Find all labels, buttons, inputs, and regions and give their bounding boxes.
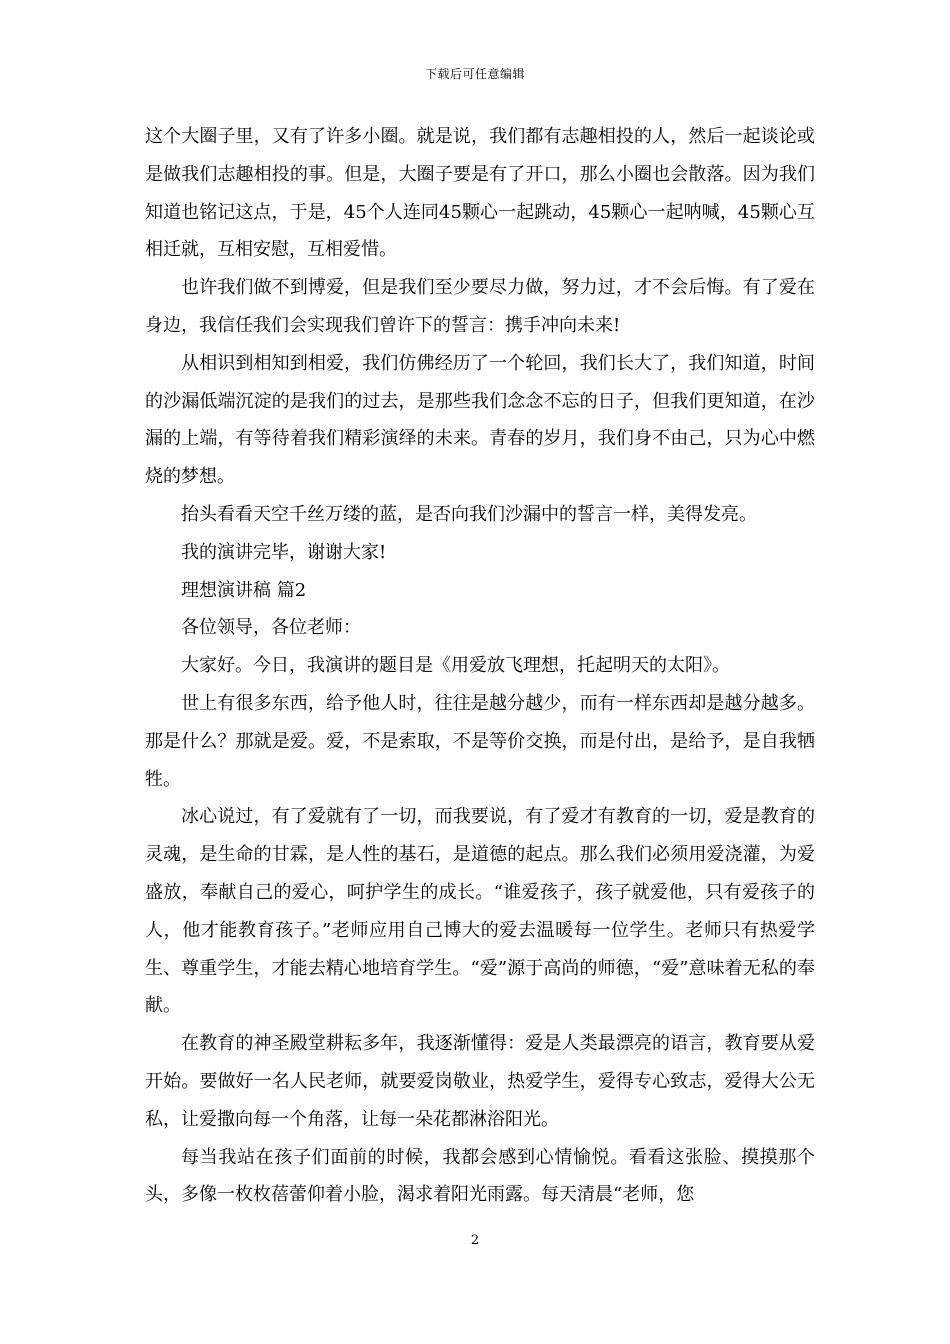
body-paragraph: 抬头看看天空千丝万缕的蓝，是否向我们沙漏中的誓言一样，美得发亮。 <box>181 503 757 525</box>
body-paragraph: 世上有很多东西，给予他人时，往往是越分越少，而有一样东西却是越分越多。那是什么？那就是爱。爱，不是索取，不是等价交换，而是付出，是给予，是自我牺牲。 <box>145 692 815 790</box>
body-paragraph: 各位领导，各位老师： <box>181 617 361 639</box>
body-paragraph: 也许我们做不到博爱，但是我们至少要尽力做，努力过，才不会后悔。有了爱在身边，我信任我们会实现我们曾许下的誓言：携手冲向未来! <box>145 277 815 336</box>
document-body <box>145 118 815 1214</box>
body-paragraph: 大家好。今日，我演讲的题目是《用爱放飞理想，托起明天的太阳》。 <box>181 655 730 677</box>
page-number: 2 <box>470 1233 480 1248</box>
body-paragraph: 在教育的神圣殿堂耕耘多年，我逐渐懂得：爱是人类最漂亮的语言，教育要从爱开始。要做好一名人民老师，就要爱岗敬业，热爱学生，爱得专心致志，爱得大公无私，让爱撒向每一个角落，让每一朵花都淋浴阳光。 <box>145 1033 815 1130</box>
body-paragraph: 这个大圈子里，又有了许多小圈。就是说，我们都有志趣相投的人，然后一起谈论或是做我们志趣相投的事。但是，大圈子要是有了开口，那么小圈也会散落。因为我们知道也铭记这点，于是，45个人连同45颗心一起跳动，45颗心一起呐喊，45颗心互相迁就，互相安慰，互相爱惜。 <box>145 126 815 261</box>
body-paragraph: 从相识到相知到相爱，我们仿佛经历了一个轮回，我们长大了，我们知道，时间的沙漏低端沉淀的是我们的过去，是那些我们念念不忘的日子，但我们更知道，在沙漏的上端，有等待着我们精彩演绎的未来。青春的岁月，我们身不由己，只为心中燃烧的梦想。 <box>145 352 815 488</box>
body-paragraph: 冰心说过，有了爱就有了一切，而我要说，有了爱才有教育的一切，爱是教育的灵魂，是生命的甘霖，是人性的基石，是道德的起点。那么我们必须用爱浇灌，为爱盛放，奉献自己的爱心，呵护学生的成长。“谁爱孩子，孩子就爱他，只有爱孩子的人，他才能教育孩子。”老师应用自己博大的爱去温暖每一位学生。老师只有热爱学生、尊重学生，才能去精心地培育学生。“爱”源于高尚的师德，“爱”意味着无私的奉献。 <box>145 806 815 1017</box>
body-paragraph: 每当我站在孩子们面前的时候，我都会感到心情愉悦。看看这张脸、摸摸那个头，多像一枚枚蓓蕾仰着小脸，渴求着阳光雨露。每天清晨“老师，您 <box>145 1146 815 1206</box>
page-header: 下载后可任意编辑 <box>424 67 525 81</box>
body-paragraph: 理想演讲稿 篇2 <box>181 579 307 601</box>
body-paragraph: 我的演讲完毕，谢谢大家! <box>181 541 387 563</box>
